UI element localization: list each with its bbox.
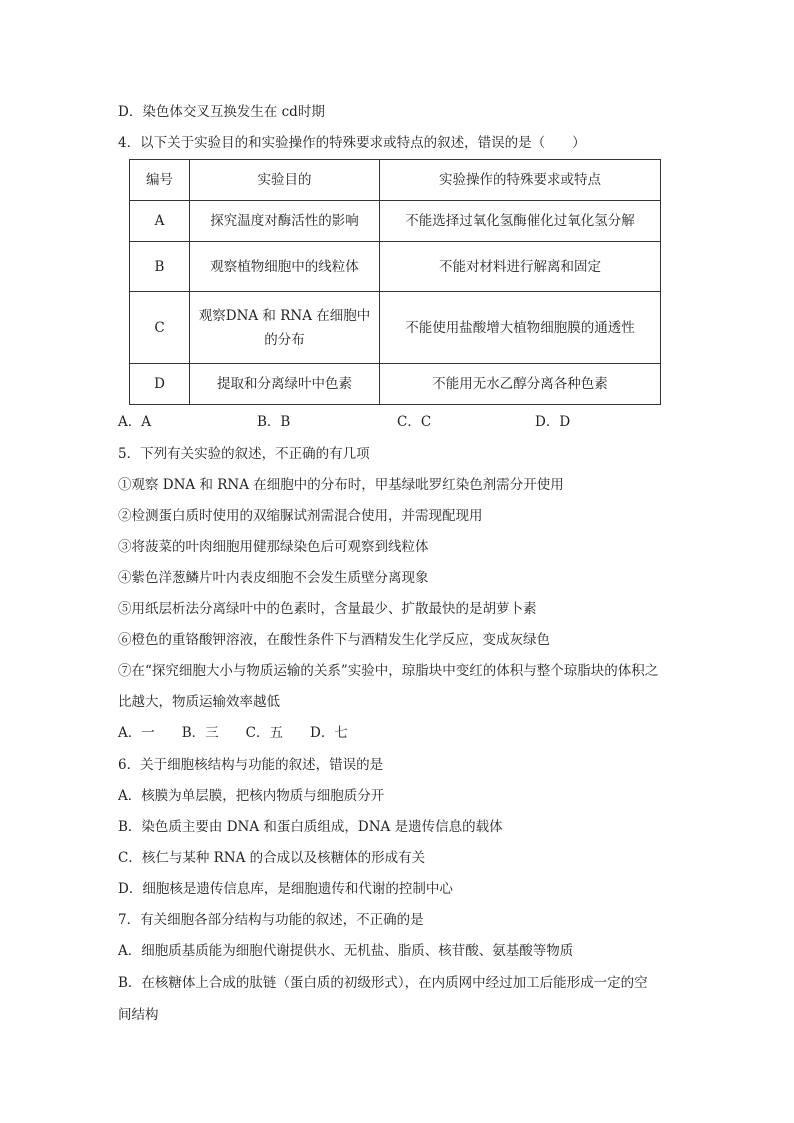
q5-item-1: ①观察 DNA 和 RNA 在细胞中的分布时，甲基绿吡罗红染色剂需分开使用 (118, 477, 564, 493)
table-header-row (130, 160, 661, 201)
q5-item-4: ④紫色洋葱鳞片叶内表皮细胞不会发生质壁分离现象 (118, 570, 429, 586)
q7-option-b: B．在核糖体上合成的肽链（蛋白质的初级形式），在内质网中经过加工后能形成一定的空 (118, 975, 648, 991)
q3-option-d: D．染色体交叉互换发生在 cd时期 (118, 104, 325, 120)
row-id: D (130, 364, 190, 405)
q6-option-d: D．细胞核是遗传信息库，是细胞遗传和代谢的控制中心 (118, 881, 453, 897)
row-id: C (130, 292, 190, 364)
q6-option-a: A．核膜为单层膜，把核内物质与细胞质分开 (118, 788, 385, 804)
row-requirement: 不能用无水乙醇分离各种色素 (380, 364, 661, 405)
row-id: A (130, 201, 190, 242)
q5-options: A．一 B．三 C．五 D．七 (118, 725, 348, 741)
q6-option-b: B．染色质主要由 DNA 和蛋白质组成，DNA 是遗传信息的载体 (118, 819, 503, 835)
q4-option-d: D．D (535, 414, 571, 430)
row-id: B (130, 242, 190, 292)
q6-option-c: C．核仁与某种 RNA 的合成以及核糖体的形成有关 (118, 850, 426, 866)
row-purpose-line1: 观察DNA 和 RNA 在细胞中 (198, 307, 371, 324)
q7-option-b-cont: 间结构 (118, 1007, 159, 1023)
q4-stem: 4．以下关于实验目的和实验操作的特殊要求或特点的叙述，错误的是（ ） (118, 135, 586, 151)
row-purpose: 探究温度对酶活性的影响 (190, 201, 380, 242)
q4-table (129, 159, 661, 405)
q5-item-3: ③将菠菜的叶肉细胞用健那绿染色后可观察到线粒体 (118, 539, 429, 555)
row-purpose (190, 292, 380, 364)
row-requirement: 不能选择过氧化氢酶催化过氧化氢分解 (380, 201, 661, 242)
q5-item-5: ⑤用纸层析法分离绿叶中的色素时，含量最少、扩散最快的是胡萝卜素 (118, 601, 537, 617)
row-purpose: 观察植物细胞中的线粒体 (190, 242, 380, 292)
q5-item-6: ⑥橙色的重铬酸钾溶液，在酸性条件下与酒精发生化学反应，变成灰绿色 (118, 632, 550, 648)
row-requirement: 不能使用盐酸增大植物细胞膜的通透性 (380, 292, 661, 364)
header-purpose: 实验目的 (190, 160, 380, 201)
q5-item-2: ②检测蛋白质时使用的双缩脲试剂需混合使用，并需现配现用 (118, 508, 483, 524)
q7-option-a: A．细胞质基质能为细胞代谢提供水、无机盐、脂质、核苷酸、氨基酸等物质 (118, 943, 574, 959)
row-purpose-line2: 的分布 (264, 331, 305, 348)
header-requirement: 实验操作的特殊要求或特点 (380, 160, 661, 201)
q6-stem: 6．关于细胞核结构与功能的叙述，错误的是 (118, 757, 384, 773)
q4-option-c: C．C (397, 414, 432, 430)
row-requirement: 不能对材料进行解离和固定 (380, 242, 661, 292)
q4-option-b: B．B (257, 414, 291, 430)
q5-item-7: ⑦在“探究细胞大小与物质运输的关系”实验中，琼脂块中变红的体积与整个琼脂块的体积之 (118, 663, 659, 679)
table-row (130, 292, 661, 364)
q7-stem: 7．有关细胞各部分结构与功能的叙述，不正确的是 (118, 912, 424, 928)
header-id: 编号 (130, 160, 190, 201)
q5-item-7-cont: 比越大，物质运输效率越低 (118, 694, 280, 710)
table-row (130, 364, 661, 405)
table-row (130, 201, 661, 242)
q5-stem: 5．下列有关实验的叙述，不正确的有几项 (118, 446, 370, 462)
row-purpose: 提取和分离绿叶中色素 (190, 364, 380, 405)
q4-option-a: A．A (118, 414, 151, 430)
table-row (130, 242, 661, 292)
q4-options (118, 413, 718, 431)
